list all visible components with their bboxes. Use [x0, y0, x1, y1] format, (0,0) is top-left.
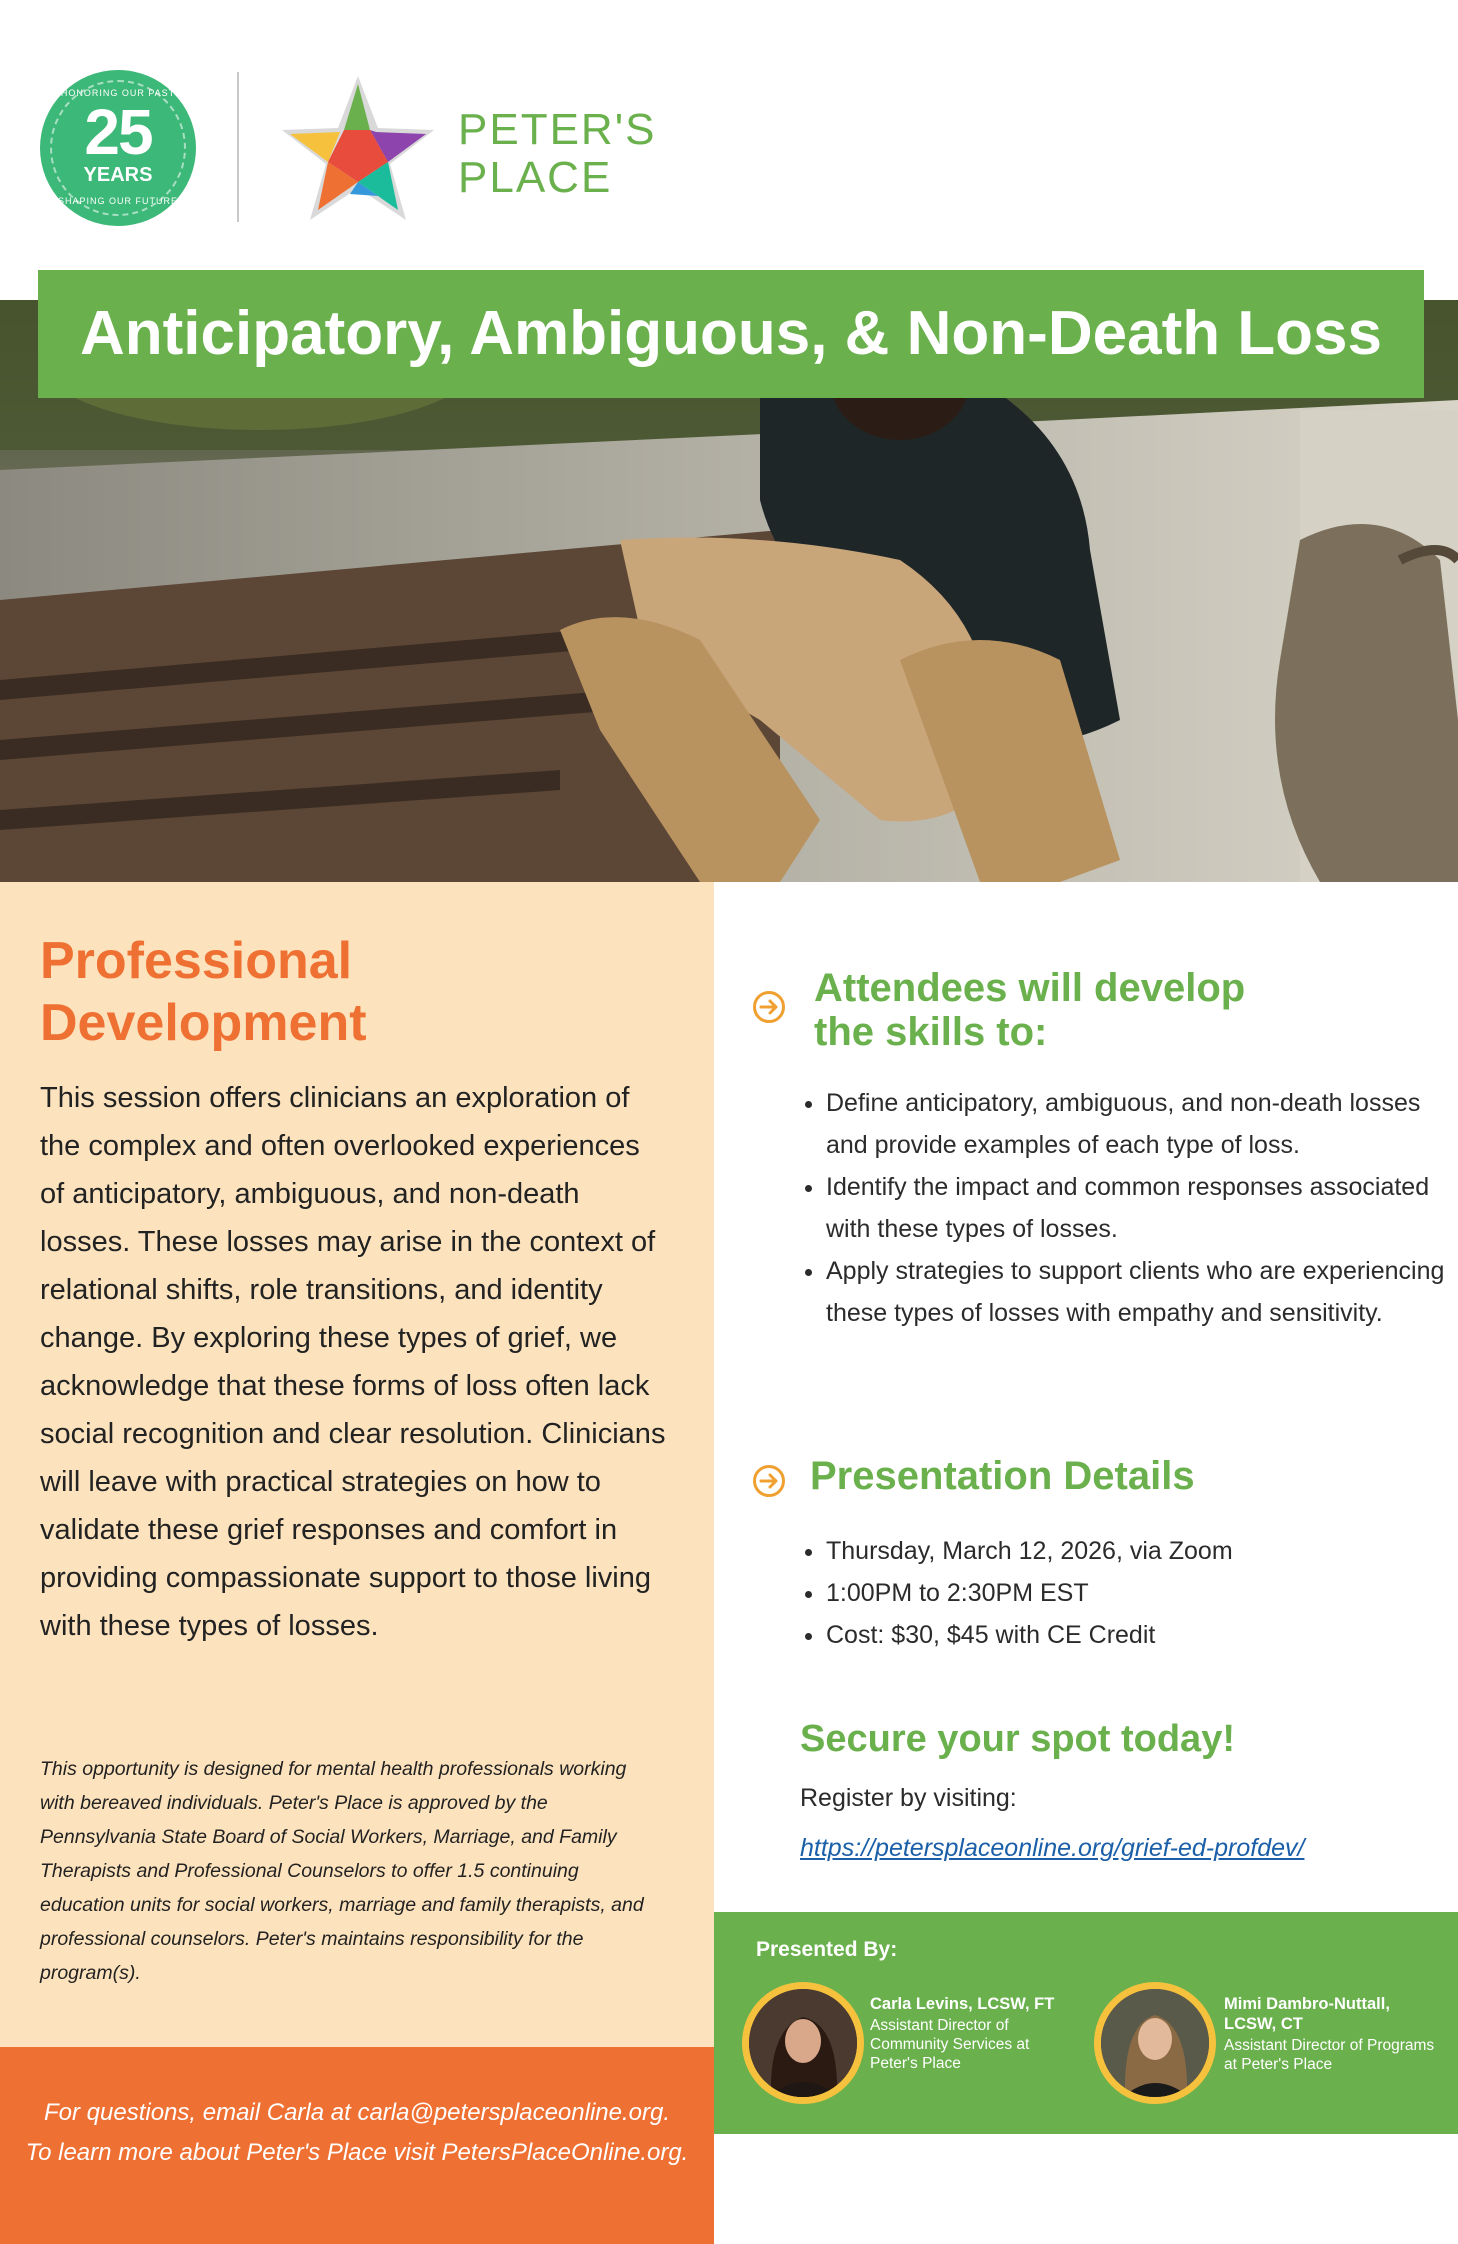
list-item: • 1:00PM to 2:30PM EST [826, 1572, 1456, 1614]
header-divider [237, 72, 239, 222]
skills-heading [814, 966, 1414, 1054]
presentation-details-heading: Presentation Details [810, 1454, 1195, 1498]
avatar [1094, 1982, 1216, 2104]
title-banner [38, 270, 1424, 398]
avatar [742, 1982, 864, 2104]
contact-footer [0, 2047, 714, 2244]
presentation-details-list [790, 1530, 1456, 1656]
presenters-band [714, 1912, 1458, 2134]
pd-heading-line2: Development [40, 994, 367, 1052]
cta-subtext: Register by visiting: [800, 1784, 1017, 1812]
presenter-name: Carla Levins, LCSW, FT [870, 1995, 1055, 2013]
professional-development-heading [40, 930, 680, 1054]
anniversary-badge [40, 70, 196, 226]
cta-heading: Secure your spot today! [800, 1718, 1235, 1760]
pd-heading-line1: Professional [40, 932, 353, 990]
presenter-role: Assistant Director of Programs at Peter's Place [1224, 2037, 1435, 2073]
brand-wordmark [458, 106, 656, 202]
badge-number: 25 [84, 96, 152, 168]
skills-list [790, 1082, 1456, 1334]
list-item: • Define anticipatory, ambiguous, and non-death losses and provide examples of each type of loss. [826, 1082, 1456, 1166]
session-description: This session offers clinicians an exploration of the complex and often overlooked experiences of anticipatory, ambiguous, and non-death losses. These losses may arise in the context of relational shifts, role transitions, and identity change. By exploring these types of grief, we acknowledge that these forms of loss often lack social recognition and clear resolution. Clinicians will leave with practical strategies on how to validate these grief responses and comfort in providing compassionate support to those living with these types of losses. [40, 1082, 666, 1642]
presenter-role: Assistant Director of Community Services at Peter's Place [870, 2017, 1030, 2072]
person-photo-icon [749, 1989, 857, 2097]
star-logo-icon [278, 70, 438, 230]
footer-email-line: For questions, email Carla at carla@petersplaceonline.org. [43, 2099, 670, 2126]
skills-heading-line1: Attendees will develop [814, 966, 1246, 1010]
brand-line1: PETER'S [458, 105, 657, 154]
left-column [0, 882, 714, 2047]
list-item: • Apply strategies to support clients who are experiencing these types of losses with empathy and sensitivity. [826, 1250, 1456, 1334]
page-title: Anticipatory, Ambiguous, & Non-Death Loss [79, 299, 1383, 368]
arrow-circle-icon [752, 990, 786, 1024]
list-item: • Thursday, March 12, 2026, via Zoom [826, 1530, 1456, 1572]
brand-line2: PLACE [458, 153, 613, 202]
footer-website-line: To learn more about Peter's Place visit PetersPlaceOnline.org. [25, 2139, 689, 2166]
presented-by-label: Presented By: [756, 1938, 898, 1961]
accreditation-note: This opportunity is designed for mental health professionals working with bereaved individuals. Peter's Place is approved by the Pennsylvania State Board of Social Workers, Marriage, and Family Therapists and Professional Counselors to offer 1.5 continuing education units for social workers, marriage and family therapists, and professional counselors. Peter's maintains responsibility for the program(s). [40, 1758, 644, 1984]
badge-ring-top-text: HONORING OUR PAST [60, 88, 176, 98]
arrow-circle-icon [752, 1464, 786, 1498]
badge-years: YEARS [83, 164, 153, 186]
person-photo-icon [1101, 1989, 1209, 2097]
list-item: • Identify the impact and common responses associated with these types of losses. [826, 1166, 1456, 1250]
badge-ring-bottom-text: SHAPING OUR FUTURE [57, 196, 178, 206]
presenter-name: Mimi Dambro-Nuttall, LCSW, CT [1224, 1995, 1390, 2033]
skills-heading-line2: the skills to: [814, 1010, 1048, 1054]
registration-link[interactable]: https://petersplaceonline.org/grief-ed-profdev/ [800, 1834, 1305, 1862]
list-item: • Cost: $30, $45 with CE Credit [826, 1614, 1456, 1656]
